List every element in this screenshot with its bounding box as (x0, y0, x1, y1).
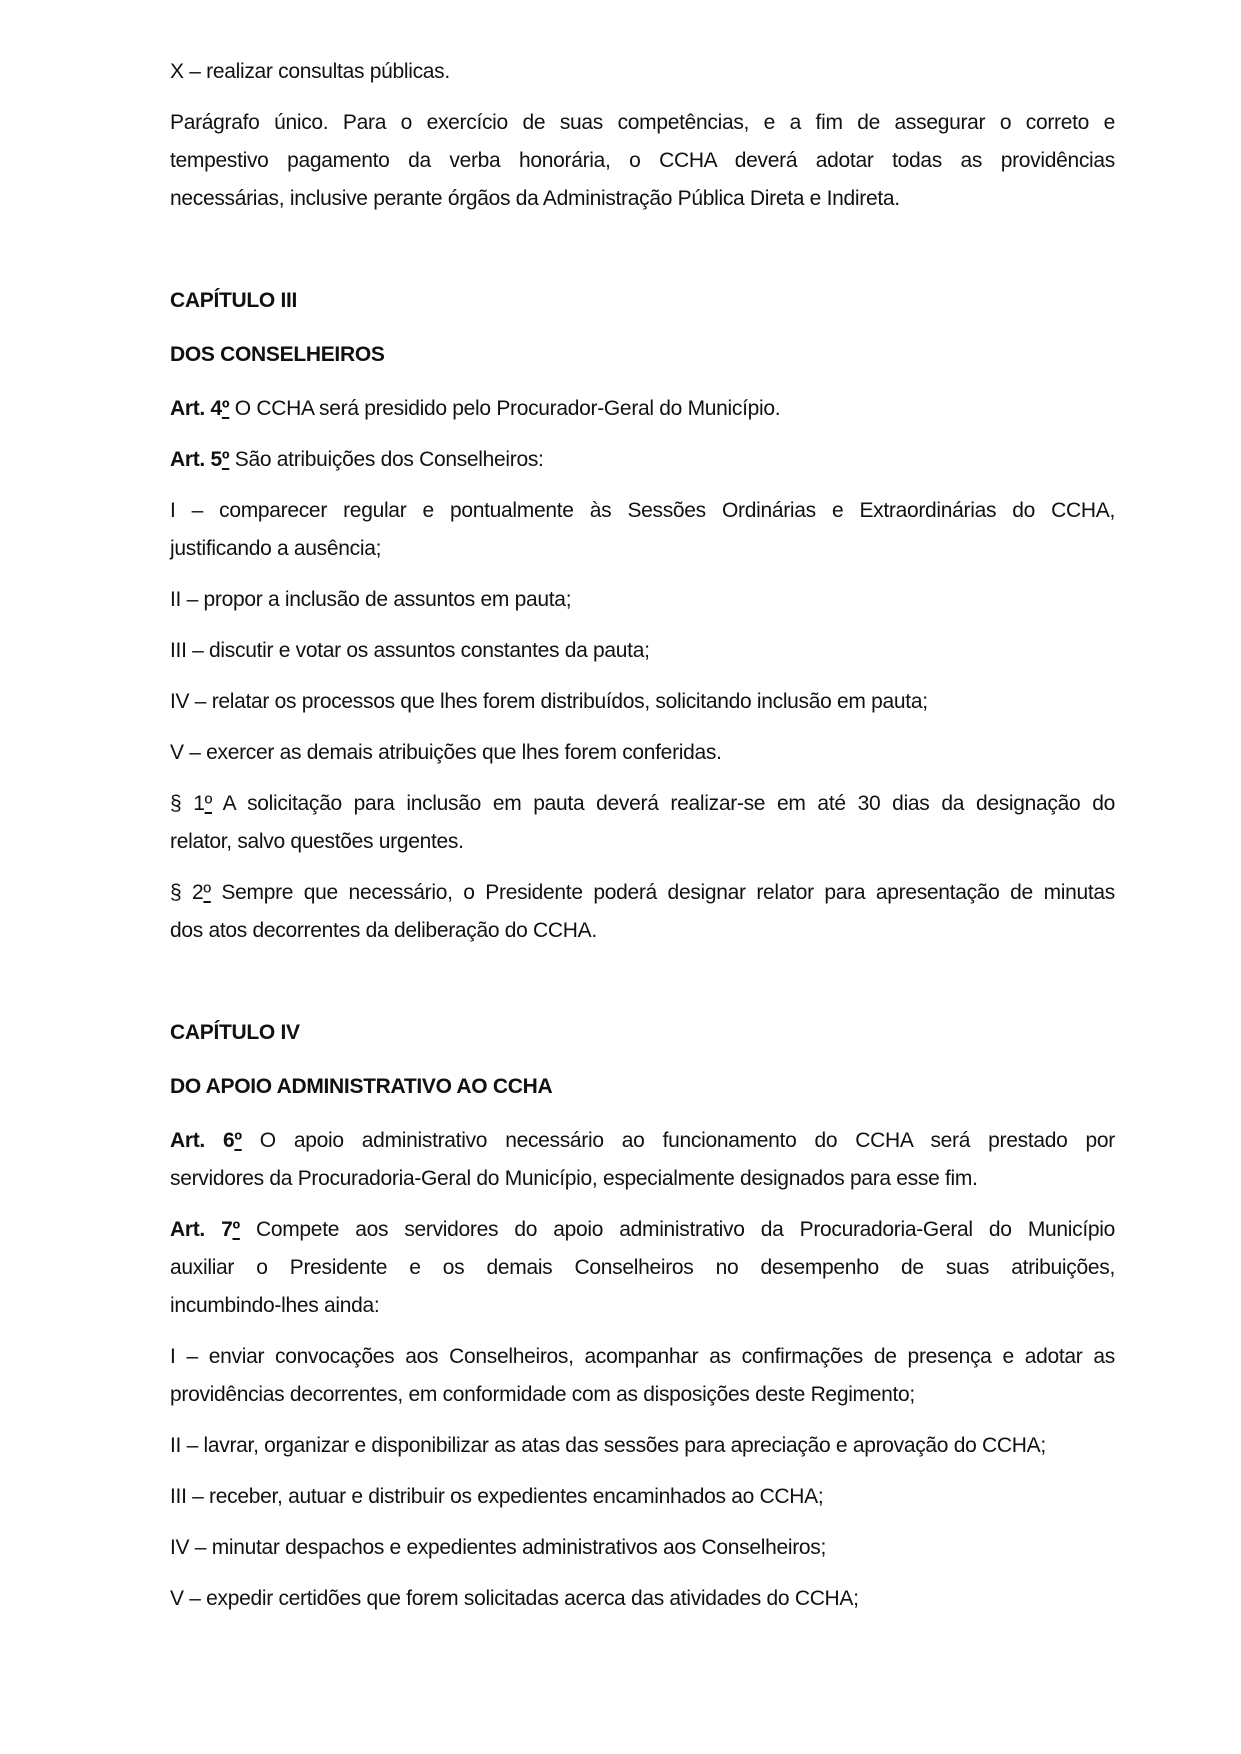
text-line: relator, salvo questões urgentes. (170, 830, 464, 853)
ordinal-indicator: º (221, 397, 230, 420)
paragraph (170, 734, 1115, 772)
paragraph (170, 1580, 1115, 1618)
text-line: servidores da Procuradoria-Geral do Município, especialmente designados para esse fim. (170, 1167, 978, 1190)
text-line: tempestivo pagamento da verba honorária, o CCHA deverá adotar todas as providências (170, 149, 1115, 172)
ordinal-indicator: º (234, 1129, 242, 1152)
paragraph (170, 683, 1115, 721)
paragraph (170, 1211, 1115, 1325)
text-line: IV – relatar os processos que lhes forem distribuídos, solicitando inclusão em pauta; (170, 690, 928, 713)
paragraph (170, 441, 1115, 479)
text-line: V – exercer as demais atribuições que lhes forem conferidas. (170, 741, 722, 764)
text-line: dos atos decorrentes da deliberação do CCHA. (170, 919, 597, 942)
paragraph (170, 390, 1115, 428)
ordinal-indicator: º (221, 448, 230, 471)
heading-line: CAPÍTULO III (170, 289, 298, 312)
paragraph (170, 632, 1115, 670)
chapter-heading (170, 1068, 1115, 1106)
article-label: Art. 6º (170, 1129, 242, 1152)
text-line: I – comparecer regular e pontualmente às Sessões Ordinárias e Extraordinárias do CCHA, (170, 499, 1115, 522)
text-line: § 1º A solicitação para inclusão em pauta deverá realizar-se em até 30 dias da designação do (170, 792, 1115, 815)
text-line: X – realizar consultas públicas. (170, 60, 450, 83)
text-line: Art. 4º O CCHA será presidido pelo Procurador-Geral do Município. (170, 397, 781, 420)
text-line: IV – minutar despachos e expedientes administrativos aos Conselheiros; (170, 1536, 827, 1559)
chapter-heading (170, 336, 1115, 374)
chapter-heading (170, 282, 1115, 320)
text-line: V – expedir certidões que forem solicitadas acerca das atividades do CCHA; (170, 1587, 859, 1610)
paragraph (170, 1338, 1115, 1414)
heading-line: DO APOIO ADMINISTRATIVO AO CCHA (170, 1075, 553, 1098)
paragraph (170, 53, 1115, 91)
ordinal-indicator: º (204, 792, 212, 815)
text-line: Parágrafo único. Para o exercício de suas competências, e a fim de assegurar o correto e (170, 111, 1115, 134)
text-line: Art. 7º Compete aos servidores do apoio administrativo da Procuradoria-Geral do Município (170, 1218, 1115, 1241)
paragraph (170, 1427, 1115, 1465)
heading-line: CAPÍTULO IV (170, 1021, 300, 1044)
paragraph (170, 1478, 1115, 1516)
paragraph (170, 785, 1115, 861)
text-line: providências decorrentes, em conformidade com as disposições deste Regimento; (170, 1383, 915, 1406)
text-line: I – enviar convocações aos Conselheiros, acompanhar as confirmações de presença e adotar as (170, 1345, 1115, 1368)
heading-line: DOS CONSELHEIROS (170, 343, 385, 366)
text-line: Art. 6º O apoio administrativo necessário ao funcionamento do CCHA será prestado por (170, 1129, 1115, 1152)
chapter-heading (170, 1014, 1115, 1052)
ordinal-indicator: º (203, 881, 211, 904)
paragraph (170, 104, 1115, 218)
article-label: Art. 7º (170, 1218, 240, 1241)
text-line: § 2º Sempre que necessário, o Presidente poderá designar relator para apresentação de minutas (170, 881, 1116, 904)
text-line: Art. 5º São atribuições dos Conselheiros: (170, 448, 544, 471)
text-line: II – propor a inclusão de assuntos em pauta; (170, 588, 572, 611)
text-line: III – discutir e votar os assuntos constantes da pauta; (170, 639, 650, 662)
paragraph (170, 874, 1115, 950)
text-line: auxiliar o Presidente e os demais Conselheiros no desempenho de suas atribuições, (170, 1256, 1115, 1279)
text-line: necessárias, inclusive perante órgãos da Administração Pública Direta e Indireta. (170, 187, 900, 210)
document-body (170, 53, 1115, 1618)
text-line: II – lavrar, organizar e disponibilizar as atas das sessões para apreciação e aprovação do CCHA; (170, 1434, 1046, 1457)
article-label: Art. 5º (170, 448, 230, 471)
text-line: III – receber, autuar e distribuir os expedientes encaminhados ao CCHA; (170, 1485, 824, 1508)
paragraph (170, 581, 1115, 619)
ordinal-indicator: º (232, 1218, 240, 1241)
article-label: Art. 4º (170, 397, 230, 420)
paragraph (170, 1529, 1115, 1567)
paragraph (170, 1122, 1115, 1198)
text-line: justificando a ausência; (170, 537, 382, 560)
paragraph (170, 492, 1115, 568)
text-line: incumbindo-lhes ainda: (170, 1294, 380, 1317)
